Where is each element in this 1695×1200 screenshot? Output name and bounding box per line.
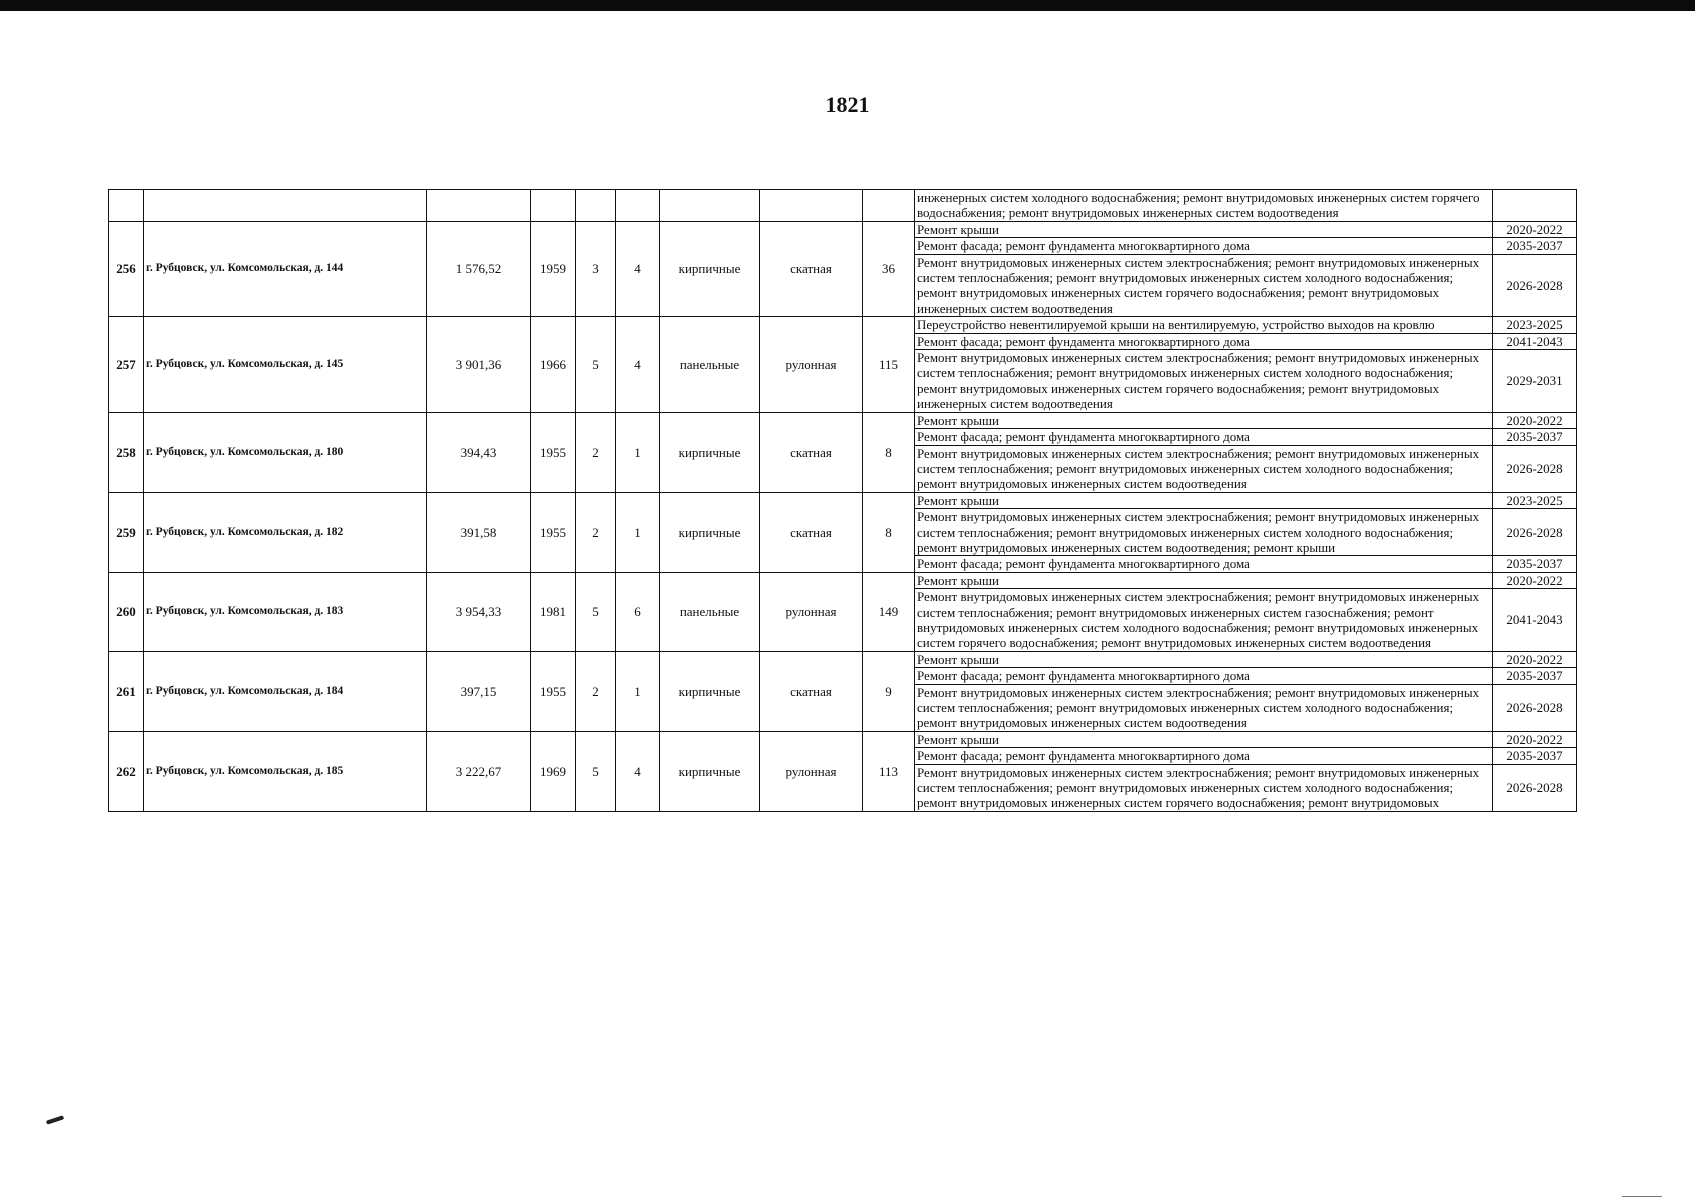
table-row <box>109 492 1577 508</box>
wall-material: кирпичные <box>660 651 760 731</box>
work-period: 2026-2028 <box>1493 254 1577 317</box>
scan-top-border <box>0 0 1695 11</box>
work-period: 2020-2022 <box>1493 731 1577 747</box>
work-period: 2026-2028 <box>1493 445 1577 492</box>
work-description: Ремонт крыши <box>915 412 1493 428</box>
residents-count: 113 <box>863 731 915 811</box>
wall-material: панельные <box>660 317 760 412</box>
house-number: 259 <box>109 492 144 572</box>
wall-material: кирпичные <box>660 221 760 316</box>
empty-cell <box>576 190 616 222</box>
roof-type: скатная <box>760 221 863 316</box>
empty-cell <box>760 190 863 222</box>
work-description: Ремонт внутридомовых инженерных систем электроснабжения; ремонт внутридомовых инженерных систем теплоснабжения; ремонт внутридомовых инженерных систем холодного водоснабжения; ремонт внутридомовых инженерных систем горячего водоснабжения; ремонт внутридомовых инженерных систем водоотведения <box>915 254 1493 317</box>
house-address: г. Рубцовск, ул. Комсомольская, д. 144 <box>144 221 427 316</box>
table-row <box>109 221 1577 237</box>
table-body <box>109 190 1577 812</box>
residents-count: 8 <box>863 412 915 492</box>
build-year: 1955 <box>531 651 576 731</box>
house-number: 257 <box>109 317 144 412</box>
wall-material: кирпичные <box>660 492 760 572</box>
empty-cell <box>427 190 531 222</box>
roof-type: скатная <box>760 651 863 731</box>
work-period: 2023-2025 <box>1493 492 1577 508</box>
table-row <box>109 731 1577 747</box>
house-address: г. Рубцовск, ул. Комсомольская, д. 185 <box>144 731 427 811</box>
house-number: 256 <box>109 221 144 316</box>
work-period: 2020-2022 <box>1493 221 1577 237</box>
work-period: 2035-2037 <box>1493 556 1577 572</box>
house-address: г. Рубцовск, ул. Комсомольская, д. 145 <box>144 317 427 412</box>
floors-count: 2 <box>576 412 616 492</box>
entrances-count: 1 <box>616 492 660 572</box>
build-year: 1966 <box>531 317 576 412</box>
house-number: 261 <box>109 651 144 731</box>
house-area: 3 954,33 <box>427 572 531 651</box>
roof-type: скатная <box>760 412 863 492</box>
work-period: 2041-2043 <box>1493 333 1577 349</box>
work-period: 2029-2031 <box>1493 350 1577 413</box>
work-description: Ремонт крыши <box>915 731 1493 747</box>
house-number: 260 <box>109 572 144 651</box>
pen-mark <box>46 1115 64 1124</box>
empty-cell <box>109 190 144 222</box>
roof-type: рулонная <box>760 572 863 651</box>
work-description: Ремонт внутридомовых инженерных систем электроснабжения; ремонт внутридомовых инженерных систем теплоснабжения; ремонт внутридомовых инженерных систем холодного водоснабжения; ремонт внутридомовых инженерных систем водоотведения; ремонт крыши <box>915 509 1493 556</box>
work-description: Ремонт фасада; ремонт фундамента многоквартирного дома <box>915 429 1493 445</box>
work-description: Ремонт внутридомовых инженерных систем электроснабжения; ремонт внутридомовых инженерных систем теплоснабжения; ремонт внутридомовых инженерных систем газоснабжения; ремонт внутридомовых инженерных систем холодного водоснабжения; ремонт внутридомовых инженерных систем горячего водоснабжения; ремонт внутридомовых инженерных систем водоотведения <box>915 589 1493 652</box>
scan-mark <box>1622 1196 1662 1197</box>
floors-count: 3 <box>576 221 616 316</box>
build-year: 1981 <box>531 572 576 651</box>
work-period: 2041-2043 <box>1493 589 1577 652</box>
residents-count: 36 <box>863 221 915 316</box>
house-area: 3 222,67 <box>427 731 531 811</box>
work-description: Ремонт внутридомовых инженерных систем электроснабжения; ремонт внутридомовых инженерных систем теплоснабжения; ремонт внутридомовых инженерных систем холодного водоснабжения; ремонт внутридомовых инженерных систем водоотведения <box>915 445 1493 492</box>
wall-material: панельные <box>660 572 760 651</box>
floors-count: 5 <box>576 572 616 651</box>
work-description: Ремонт фасада; ремонт фундамента многоквартирного дома <box>915 556 1493 572</box>
work-description: Ремонт фасада; ремонт фундамента многоквартирного дома <box>915 748 1493 764</box>
house-area: 3 901,36 <box>427 317 531 412</box>
roof-type: рулонная <box>760 317 863 412</box>
work-description: Ремонт крыши <box>915 221 1493 237</box>
work-description: Ремонт фасада; ремонт фундамента многоквартирного дома <box>915 668 1493 684</box>
house-number: 258 <box>109 412 144 492</box>
table-row <box>109 412 1577 428</box>
work-description: Ремонт внутридомовых инженерных систем электроснабжения; ремонт внутридомовых инженерных систем теплоснабжения; ремонт внутридомовых инженерных систем холодного водоснабжения; ремонт внутридомовых инженерных систем горячего водоснабжения; ремонт внутридомовых инженерных систем водоотведения <box>915 350 1493 413</box>
work-description: Ремонт фасада; ремонт фундамента многоквартирного дома <box>915 333 1493 349</box>
page-number: 1821 <box>825 92 870 117</box>
housing-repair-table <box>108 189 1577 812</box>
wall-material: кирпичные <box>660 731 760 811</box>
house-address: г. Рубцовск, ул. Комсомольская, д. 184 <box>144 651 427 731</box>
work-period: 2023-2025 <box>1493 317 1577 333</box>
house-area: 391,58 <box>427 492 531 572</box>
house-address: г. Рубцовск, ул. Комсомольская, д. 182 <box>144 492 427 572</box>
residents-count: 8 <box>863 492 915 572</box>
entrances-count: 4 <box>616 221 660 316</box>
work-period: 2035-2037 <box>1493 238 1577 254</box>
work-period: 2026-2028 <box>1493 684 1577 731</box>
work-period: 2035-2037 <box>1493 429 1577 445</box>
work-description: Ремонт крыши <box>915 572 1493 588</box>
build-year: 1969 <box>531 731 576 811</box>
roof-type: скатная <box>760 492 863 572</box>
work-description: Переустройство невентилируемой крыши на вентилируемую, устройство выходов на кровлю <box>915 317 1493 333</box>
table-row <box>109 651 1577 667</box>
work-description: Ремонт крыши <box>915 651 1493 667</box>
work-description: инженерных систем холодного водоснабжения; ремонт внутридомовых инженерных систем горячего водоснабжения; ремонт внутридомовых инженерных систем водоотведения <box>915 190 1493 222</box>
house-number: 262 <box>109 731 144 811</box>
empty-cell <box>144 190 427 222</box>
work-period: 2035-2037 <box>1493 748 1577 764</box>
continuation-row <box>109 190 1577 222</box>
build-year: 1959 <box>531 221 576 316</box>
house-area: 1 576,52 <box>427 221 531 316</box>
house-address: г. Рубцовск, ул. Комсомольская, д. 183 <box>144 572 427 651</box>
work-description: Ремонт фасада; ремонт фундамента многоквартирного дома <box>915 238 1493 254</box>
build-year: 1955 <box>531 412 576 492</box>
work-description: Ремонт крыши <box>915 492 1493 508</box>
table-row <box>109 572 1577 588</box>
floors-count: 5 <box>576 731 616 811</box>
work-description: Ремонт внутридомовых инженерных систем электроснабжения; ремонт внутридомовых инженерных систем теплоснабжения; ремонт внутридомовых инженерных систем холодного водоснабжения; ремонт внутридомовых инженерных систем водоотведения <box>915 684 1493 731</box>
floors-count: 5 <box>576 317 616 412</box>
house-area: 394,43 <box>427 412 531 492</box>
wall-material: кирпичные <box>660 412 760 492</box>
entrances-count: 1 <box>616 651 660 731</box>
entrances-count: 4 <box>616 731 660 811</box>
build-year: 1955 <box>531 492 576 572</box>
work-period: 2035-2037 <box>1493 668 1577 684</box>
entrances-count: 6 <box>616 572 660 651</box>
work-period: 2026-2028 <box>1493 764 1577 811</box>
house-area: 397,15 <box>427 651 531 731</box>
work-period: 2020-2022 <box>1493 572 1577 588</box>
empty-cell <box>660 190 760 222</box>
roof-type: рулонная <box>760 731 863 811</box>
empty-cell <box>863 190 915 222</box>
residents-count: 9 <box>863 651 915 731</box>
residents-count: 115 <box>863 317 915 412</box>
floors-count: 2 <box>576 492 616 572</box>
work-period: 2026-2028 <box>1493 509 1577 556</box>
residents-count: 149 <box>863 572 915 651</box>
house-address: г. Рубцовск, ул. Комсомольская, д. 180 <box>144 412 427 492</box>
entrances-count: 1 <box>616 412 660 492</box>
work-description: Ремонт внутридомовых инженерных систем электроснабжения; ремонт внутридомовых инженерных систем теплоснабжения; ремонт внутридомовых инженерных систем холодного водоснабжения; ремонт внутридомовых инженерных систем горячего водоснабжения; ремонт внутридомовых <box>915 764 1493 811</box>
entrances-count: 4 <box>616 317 660 412</box>
empty-cell <box>531 190 576 222</box>
empty-cell <box>616 190 660 222</box>
floors-count: 2 <box>576 651 616 731</box>
work-period: 2020-2022 <box>1493 412 1577 428</box>
work-period <box>1493 190 1577 222</box>
work-period: 2020-2022 <box>1493 651 1577 667</box>
table-row <box>109 317 1577 333</box>
